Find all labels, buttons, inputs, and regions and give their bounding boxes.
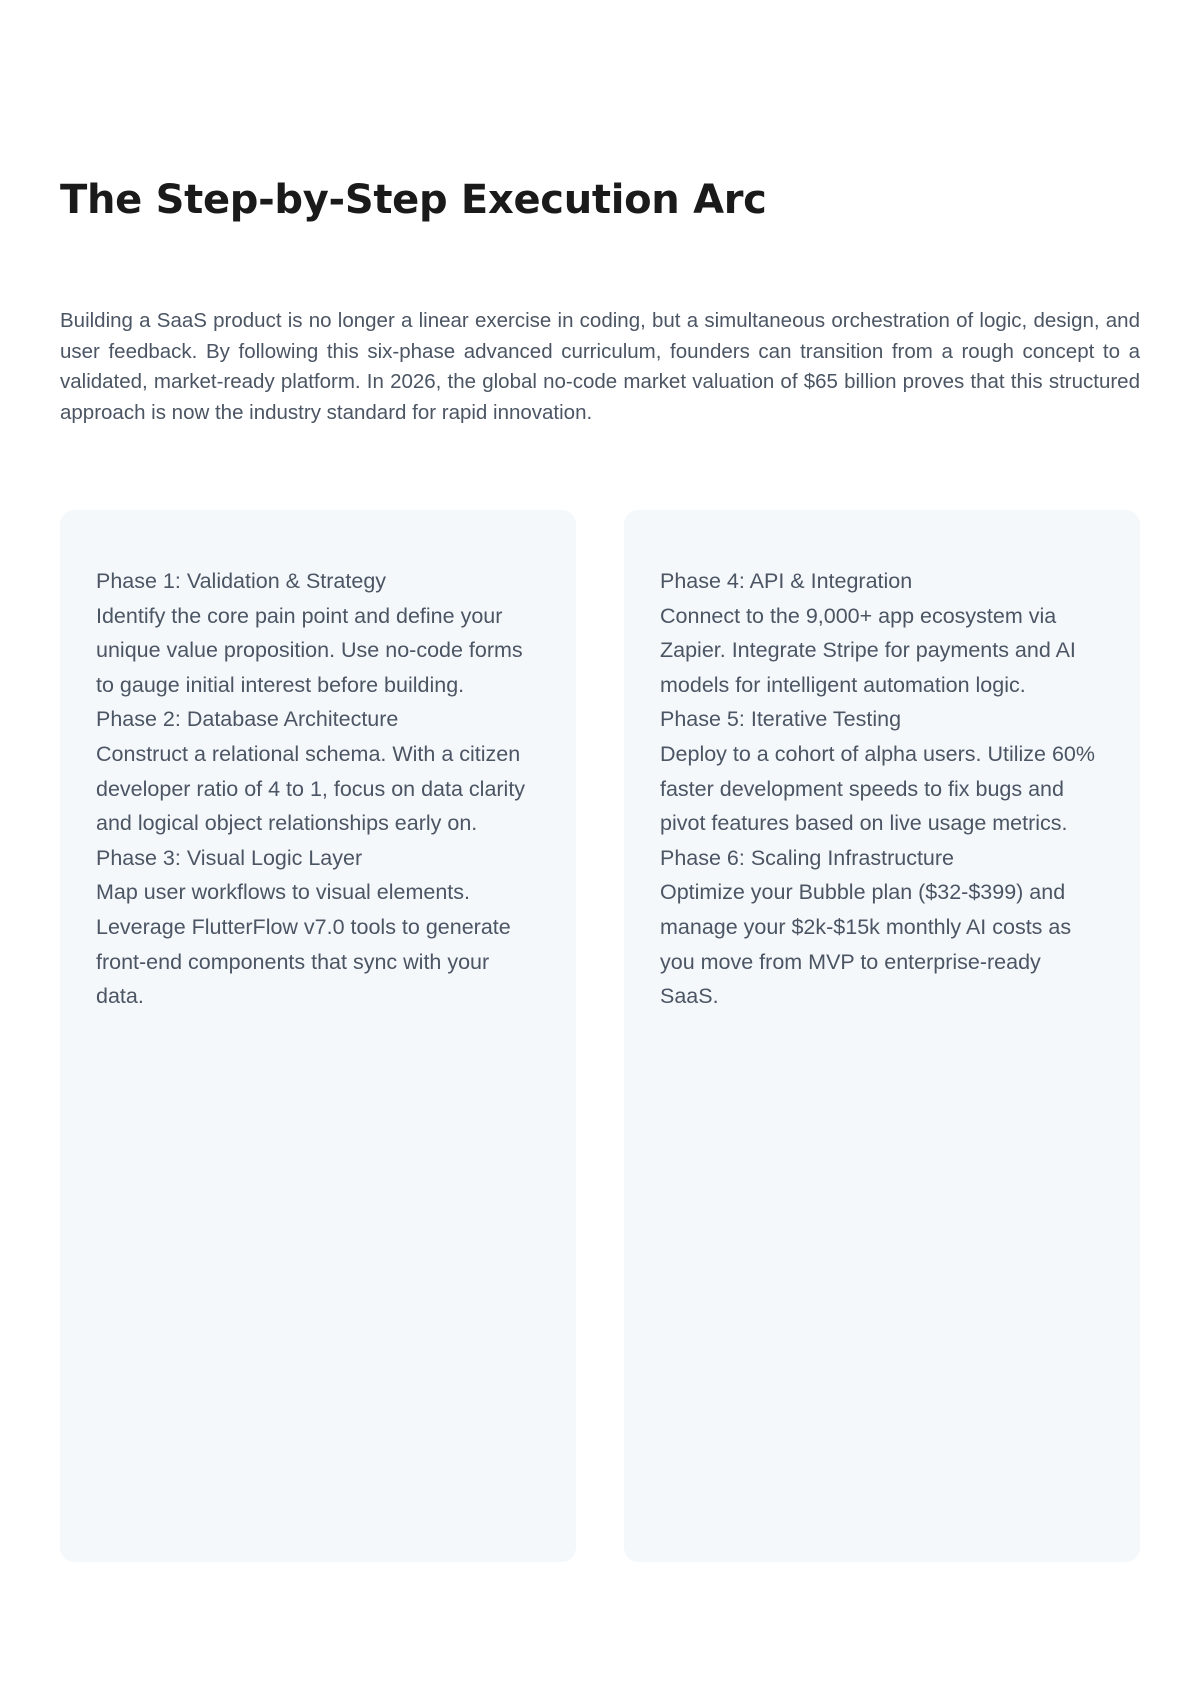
phase-5-title: Phase 5: Iterative Testing xyxy=(660,707,902,732)
phase-1-title: Phase 1: Validation & Strategy xyxy=(96,569,387,593)
phase-1-description: Identify the core pain point and define your unique value proposition. Use no-code forms to gauge initial interest before building. xyxy=(96,603,523,697)
phase-card-right xyxy=(624,510,1140,1562)
phase-2-title: Phase 2: Database Architecture xyxy=(96,707,399,732)
phase-4-title: Phase 4: API & Integration xyxy=(660,569,913,593)
phase-card-left xyxy=(60,510,576,1562)
phase-3-description: Map user workflows to visual elements. Leverage FlutterFlow v7.0 tools to generate front-end components that sync with your data. xyxy=(96,880,511,1009)
phase-4-description: Connect to the 9,000+ app ecosystem via Zapier. Integrate Stripe for payments and AI models for intelligent automation logic. xyxy=(660,603,1076,697)
phase-5-description: Deploy to a cohort of alpha users. Utilize 60% faster development speeds to fix bugs and pivot features based on live usage metrics. xyxy=(660,741,1096,836)
intro-paragraph: Building a SaaS product is no longer a linear exercise in coding, but a simultaneous orchestration of logic, design, and user feedback. By following this six-phase advanced curriculum, founders can transition from a rough concept to a validated, market-ready platform. In 2026, the global no-code market valuation of $65 billion proves that this structured approach is now the industry standard for rapid innovation. xyxy=(60,309,1140,424)
phase-6-description: Optimize your Bubble plan ($32-$399) and manage your $2k-$15k monthly AI costs as you move from MVP to enterprise-ready SaaS. xyxy=(660,880,1072,1009)
page-title: The Step-by-Step Execution Arc xyxy=(60,177,767,223)
phase-3-title: Phase 3: Visual Logic Layer xyxy=(96,845,363,870)
phase-2-description: Construct a relational schema. With a citizen developer ratio of 4 to 1, focus on data clarity and logical object relationships early on. xyxy=(96,741,526,836)
phase-6-title: Phase 6: Scaling Infrastructure xyxy=(660,845,954,870)
